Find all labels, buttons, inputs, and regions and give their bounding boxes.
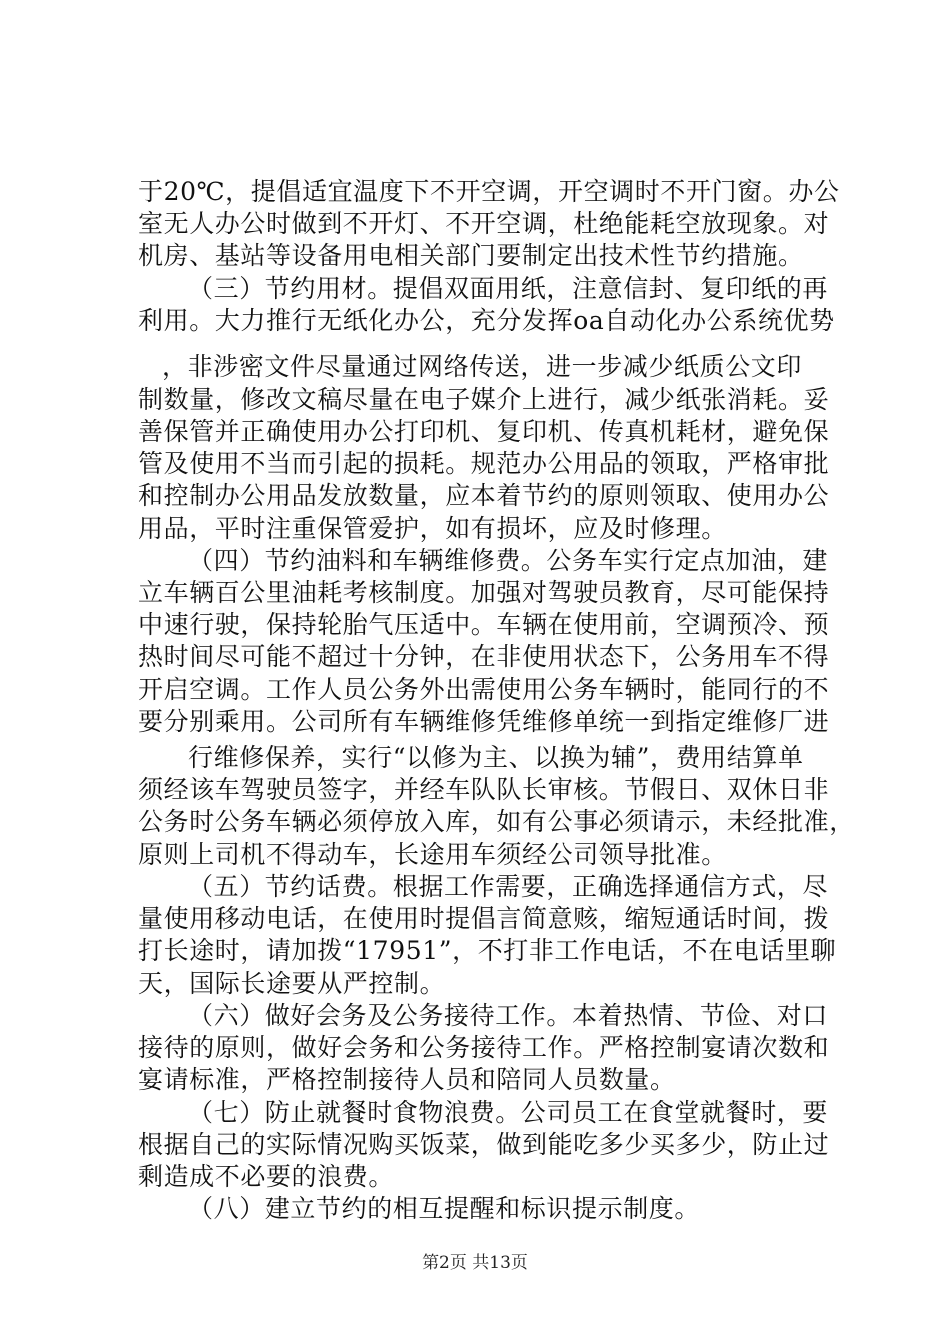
text-line: （三）节约用材。提倡双面用纸，注意信封、复印纸的再 [188,274,829,303]
page-number-footer: 第2页 共13页 [422,1253,528,1273]
text-line: 和控制办公用品发放数量，应本着节约的原则领取、使用办公 [138,481,830,510]
text-line: （六）做好会务及公务接待工作。本着热情、节俭、对口 [188,1001,829,1030]
text-line: 天，国际长途要从严控制。 [138,969,446,998]
text-line: 制数量，修改文稿尽量在电子媒介上进行，减少纸张消耗。妥 [138,385,830,414]
text-line: 剩造成不必要的浪费。 [138,1162,395,1191]
text-line: （四）节约油料和车辆维修费。公务车实行定点加油，建 [188,546,829,575]
text-line: 立车辆百公里油耗考核制度。加强对驾驶员教育，尽可能保持 [138,578,830,607]
text-line: 打长途时，请加拨“17951”，不打非工作电话，不在电话里聊 [138,936,837,965]
text-line: 原则上司机不得动车，长途用车须经公司领导批准。 [138,840,727,869]
text-line: 宴请标准，严格控制接待人员和陪同人员数量。 [138,1065,676,1094]
text-line: （八）建立节约的相互提醒和标识提示制度。 [188,1194,701,1223]
text-line: ，非涉密文件尽量通过网络传送，进一步减少纸质公文印 [162,352,803,381]
text-line: 接待的原则，做好会务和公务接待工作。严格控制宴请次数和 [138,1033,830,1062]
text-line: 开启空调。工作人员公务外出需使用公务车辆时，能同行的不 [138,675,830,704]
text-line: 热时间尽可能不超过十分钟，在非使用状态下，公务用车不得 [138,642,830,671]
text-line: 机房、基站等设备用电相关部门要制定出技术性节约措施。 [138,241,804,270]
text-line: 行维修保养，实行“以修为主、以换为辅”，费用结算单 [188,743,804,772]
text-line: 于20℃，提倡适宜温度下不开空调，开空调时不开门窗。办公 [138,177,840,206]
text-line: 管及使用不当而引起的损耗。规范办公用品的领取，严格审批 [138,449,830,478]
text-line: 善保管并正确使用办公打印机、复印机、传真机耗材，避免保 [138,417,830,446]
text-line: 根据自己的实际情况购买饭菜，做到能吃多少买多少，防止过 [138,1130,830,1159]
text-line: 室无人办公时做到不开灯、不开空调，杜绝能耗空放现象。对 [138,209,830,238]
text-line: 量使用移动电话，在使用时提倡言简意赅，缩短通话时间，拨 [138,904,830,933]
text-line: 须经该车驾驶员签字，并经车队队长审核。节假日、双休日非 [138,775,830,804]
text-line: （五）节约话费。根据工作需要，正确选择通信方式，尽 [188,872,829,901]
text-line: 要分别乘用。公司所有车辆维修凭维修单统一到指定维修厂进 [138,707,830,736]
text-line: （七）防止就餐时食物浪费。公司员工在食堂就餐时，要 [188,1098,829,1127]
text-line: 公务时公务车辆必须停放入库，如有公事必须请示，未经批准， [138,807,855,836]
text-line: 中速行驶，保持轮胎气压适中。车辆在使用前，空调预冷、预 [138,610,830,639]
text-line: 利用。大力推行无纸化办公，充分发挥oa自动化办公系统优势 [138,306,835,335]
text-line: 用品，平时注重保管爱护，如有损坏，应及时修理。 [138,514,727,543]
